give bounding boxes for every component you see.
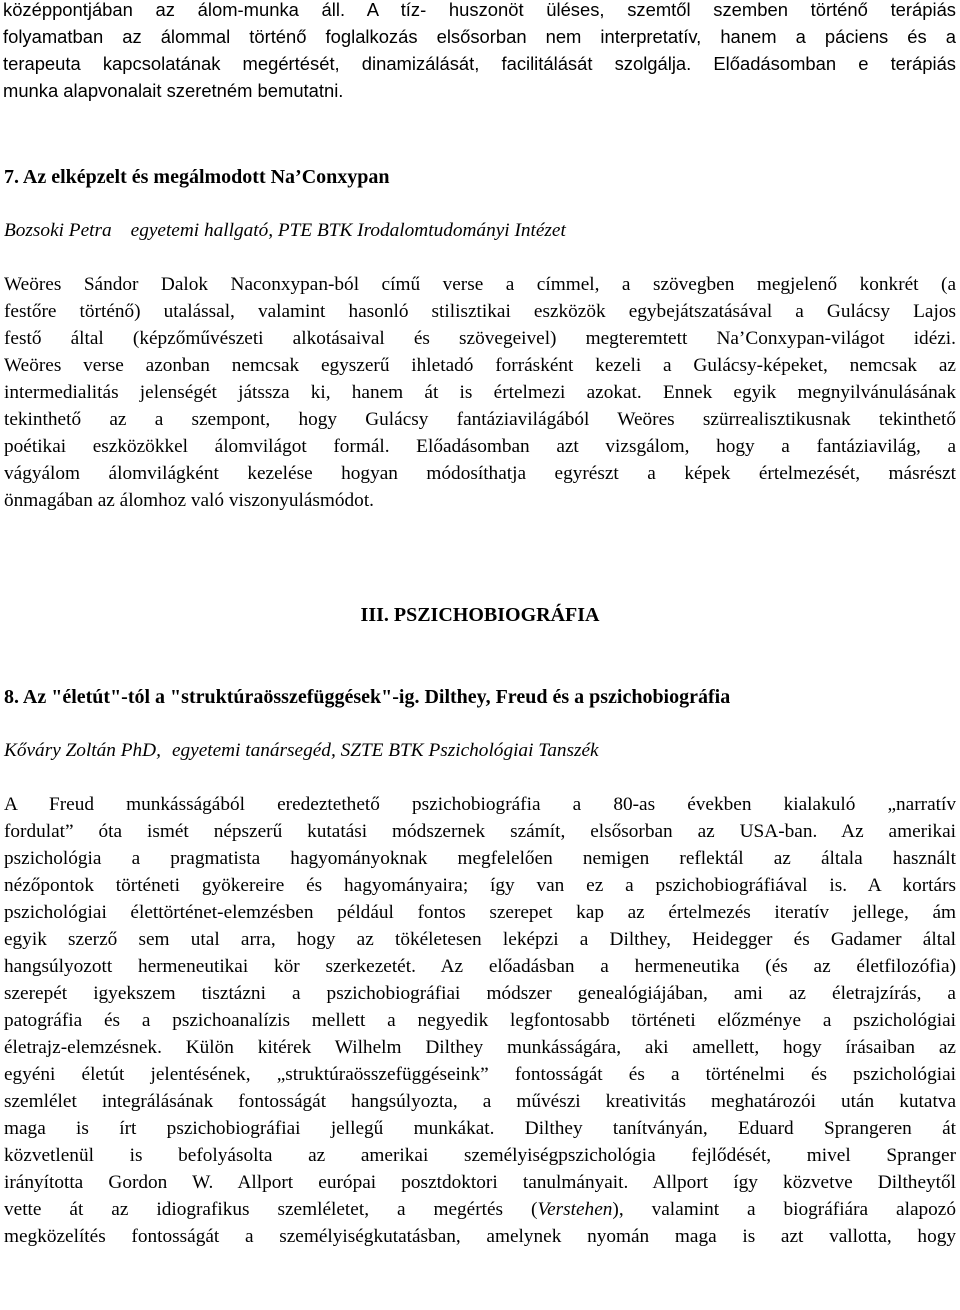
- intro-line: középpontjában az álom-munka áll. A tíz- huszonöt üléses, szemtől szemben történő terápiás: [3, 0, 956, 20]
- author-affiliation: egyetemi hallgató, PTE BTK Irodalomtudományi Intézet: [130, 220, 566, 241]
- paragraph-line: szemlélet integrálásának fontosságát hangsúlyozta, a művészi kreativitás meghatározói után kutatva: [4, 1091, 956, 1112]
- paragraph-line: életrajz-elemzésnek. Külön kitérek Wilhelm Dilthey munkásságára, aki amellett, hogy írásaiban az: [4, 1037, 956, 1058]
- paragraph-line: festő által (képzőművészeti alkotásaival és szövegeivel) megteremtett Na’Conxypan-világot idézi.: [4, 328, 956, 349]
- intro-line: folyamatban az álommal történő foglalkozás elsősorban nem interpretatív, hanem a páciens és a: [3, 26, 956, 47]
- paragraph-line: maga is írt pszichobiográfiai jellegű munkákat. Dilthey tanítványán, Eduard Sprangeren át: [4, 1118, 956, 1139]
- section-8-title: 8. Az "életút"-tól a "struktúraösszefüggések"-ig. Dilthey, Freud és a pszichobiográfia: [4, 686, 731, 708]
- paragraph-line: pszichológia a pragmatista hagyományoknak megfelelően nemigen reflektál az általa használt: [4, 848, 956, 869]
- paragraph-line: intermedialitás jelenségét játssza ki, hanem át is értelmezi azokat. Ennek egyik megnyilvánulásának: [4, 382, 956, 403]
- section-7-title: 7. Az elképzelt és megálmodott Na’Conxypan: [4, 166, 390, 188]
- line-text: ), valamint a biográfiára alapozó: [612, 1199, 956, 1220]
- paragraph-line: egyik szerző sem utal arra, hogy az tökéletesen leképzi a Dilthey, Heidegger és Gadamer által: [4, 929, 956, 950]
- paragraph-line: Weöres Sándor Dalok Naconxypan-ból című verse a címmel, a szövegben megjelenő konkrét (a: [4, 274, 956, 295]
- author-affiliation: egyetemi tanársegéd, SZTE BTK Pszichológiai Tanszék: [171, 740, 599, 761]
- paragraph-line: közvetlenül is befolyásolta az amerikai személyiségpszichológia fejlődését, mivel Spranger: [4, 1145, 956, 1166]
- paragraph-line: patográfia és a pszichoanalízis mellett a negyedik legfontosabb történeti előzménye a pszichológiai: [4, 1010, 956, 1031]
- paragraph-line: [4, 1199, 956, 1221]
- intro-line: munka alapvonalait szeretném bemutatni.: [3, 80, 344, 101]
- paragraph-line: tekinthető az a szempont, hogy Gulácsy fantáziavilágából Weöres szürrealisztikusnak tekinthető: [4, 409, 956, 430]
- paragraph-line: megközelítés fontosságát a személyiségkutatásban, amelynek nyomán maga is azt vallotta, hogy: [4, 1226, 956, 1247]
- line-text: vette át az idiografikus szemléletet, a megértés (: [4, 1199, 538, 1220]
- paragraph-line: szerepét igyekszem tisztázni a pszichobiográfiai módszer genealógiájában, ami az életrajzírás, a: [4, 983, 956, 1004]
- section-8-author: [4, 740, 956, 762]
- section-7-author: [4, 220, 956, 242]
- part-heading: III. PSZICHOBIOGRÁFIA: [360, 604, 600, 626]
- paragraph-line: Weöres verse azonban nemcsak egyszerű ihletadó forrásként kezeli a Gulácsy-képeket, nemcsak az: [4, 355, 956, 376]
- paragraph-line: pszichológiai élettörténet-elemzésben például fontos szerepet kap az értelmezés iteratív jellege, ám: [4, 902, 956, 923]
- author-name: Bozsoki Petra: [4, 220, 112, 241]
- paragraph-line: irányította Gordon W. Allport európai posztdoktori tanulmányait. Allport így közvetve Diltheytől: [4, 1172, 956, 1193]
- paragraph-line: hangsúlyozott hermeneutikai kör szerkezetét. Az előadásban a hermeneutika (és az életfilozófia): [4, 956, 956, 977]
- paragraph-line: fordulat” óta ismét népszerű kutatási módszernek számít, elsősorban az USA-ban. Az amerikai: [4, 821, 956, 842]
- paragraph-line: A Freud munkásságából eredeztethető pszichobiográfia a 80-as években kialakuló „narratív: [4, 794, 956, 815]
- paragraph-line: vágyálom álomvilágként kezelése hogyan módosíthatja egyrészt a képek értelmezését, másrészt: [4, 463, 956, 484]
- paragraph-line: poétikai eszközökkel álomvilágot formál. Előadásomban azt vizsgálom, hogy a fantáziavilág, a: [4, 436, 956, 457]
- paragraph-line: festőre történő) utalással, valamint hasonló stilisztikai eszközök egybejátszatásával a Gulácsy Lajos: [4, 301, 956, 322]
- intro-line: terapeuta kapcsolatának megértését, dinamizálását, facilitálását szolgálja. Előadásomban e terápiás: [3, 53, 956, 74]
- paragraph-line: nézőpontok történeti gyökereire és hagyományaira; így van ez a pszichobiográfiával is. A kortárs: [4, 875, 956, 896]
- author-name: Kőváry Zoltán PhD,: [4, 740, 161, 761]
- paragraph-line: egyéni életút jelentésének, „struktúraösszefüggéseink” fontosságát és a történelmi és pszichológiai: [4, 1064, 956, 1085]
- emphasized-term: Verstehen: [537, 1199, 613, 1220]
- paragraph-line: önmagában az álomhoz való viszonyulásmódot.: [4, 490, 374, 511]
